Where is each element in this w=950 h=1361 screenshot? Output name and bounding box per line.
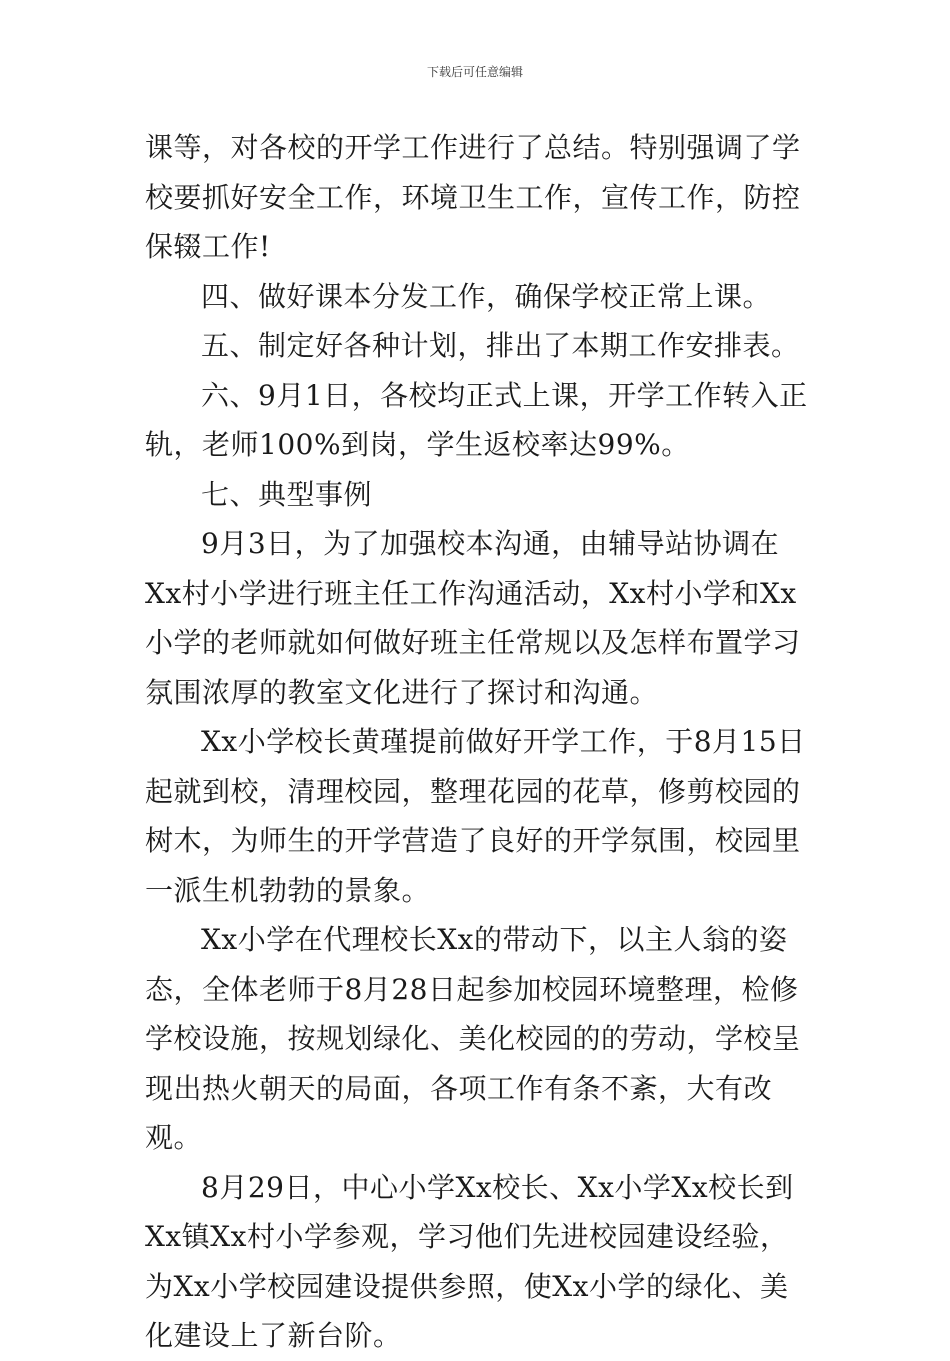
paragraph-8: Xx小学在代理校长Xx的带动下，以主人翁的姿态，全体老师于8月28日起参加校园环境整理，检修学校设施，按规划绿化、美化校园的的劳动，学校呈现出热火朝天的局面，各项工作有条不紊，大有改观。 [145,923,801,1154]
paragraph-9: 8月29日，中心小学Xx校长、Xx小学Xx校长到Xx镇Xx村小学参观，学习他们先进校园建设经验，为Xx小学校园建设提供参照，使Xx小学的绿化、美化建设上了新台阶。 [145,1170,794,1352]
paragraph-1: 课等，对各校的开学工作进行了总结。特别强调了学校要抓好安全工作，环境卫生工作，宣传工作，防控保辍工作! [145,131,801,263]
paragraph-7: Xx小学校长黄瑾提前做好开学工作，于8月15日起就到校，清理校园，整理花园的花草，修剪校园的树木，为师生的开学营造了良好的开学氛围，校园里一派生机勃勃的景象。 [145,725,806,907]
paragraph-4: 六、9月1日，各校均正式上课，开学工作转入正轨，老师100%到岗，学生返校率达99%。 [145,378,808,461]
page-header-note: 下载后可任意编辑 [426,65,523,79]
paragraph-5: 七、典型事例 [201,477,373,511]
paragraph-6: 9月3日，为了加强校本沟通，由辅导站协调在Xx村小学进行班主任工作沟通活动，Xx村小学和Xx小学的老师就如何做好班主任常规以及怎样布置学习氛围浓厚的教室文化进行了探讨和沟通。 [145,527,801,709]
paragraph-2: 四、做好课本分发工作，确保学校正常上课。 [201,279,772,313]
document-body [145,123,813,1361]
paragraph-3: 五、制定好各种计划，排出了本期工作安排表。 [201,329,800,362]
